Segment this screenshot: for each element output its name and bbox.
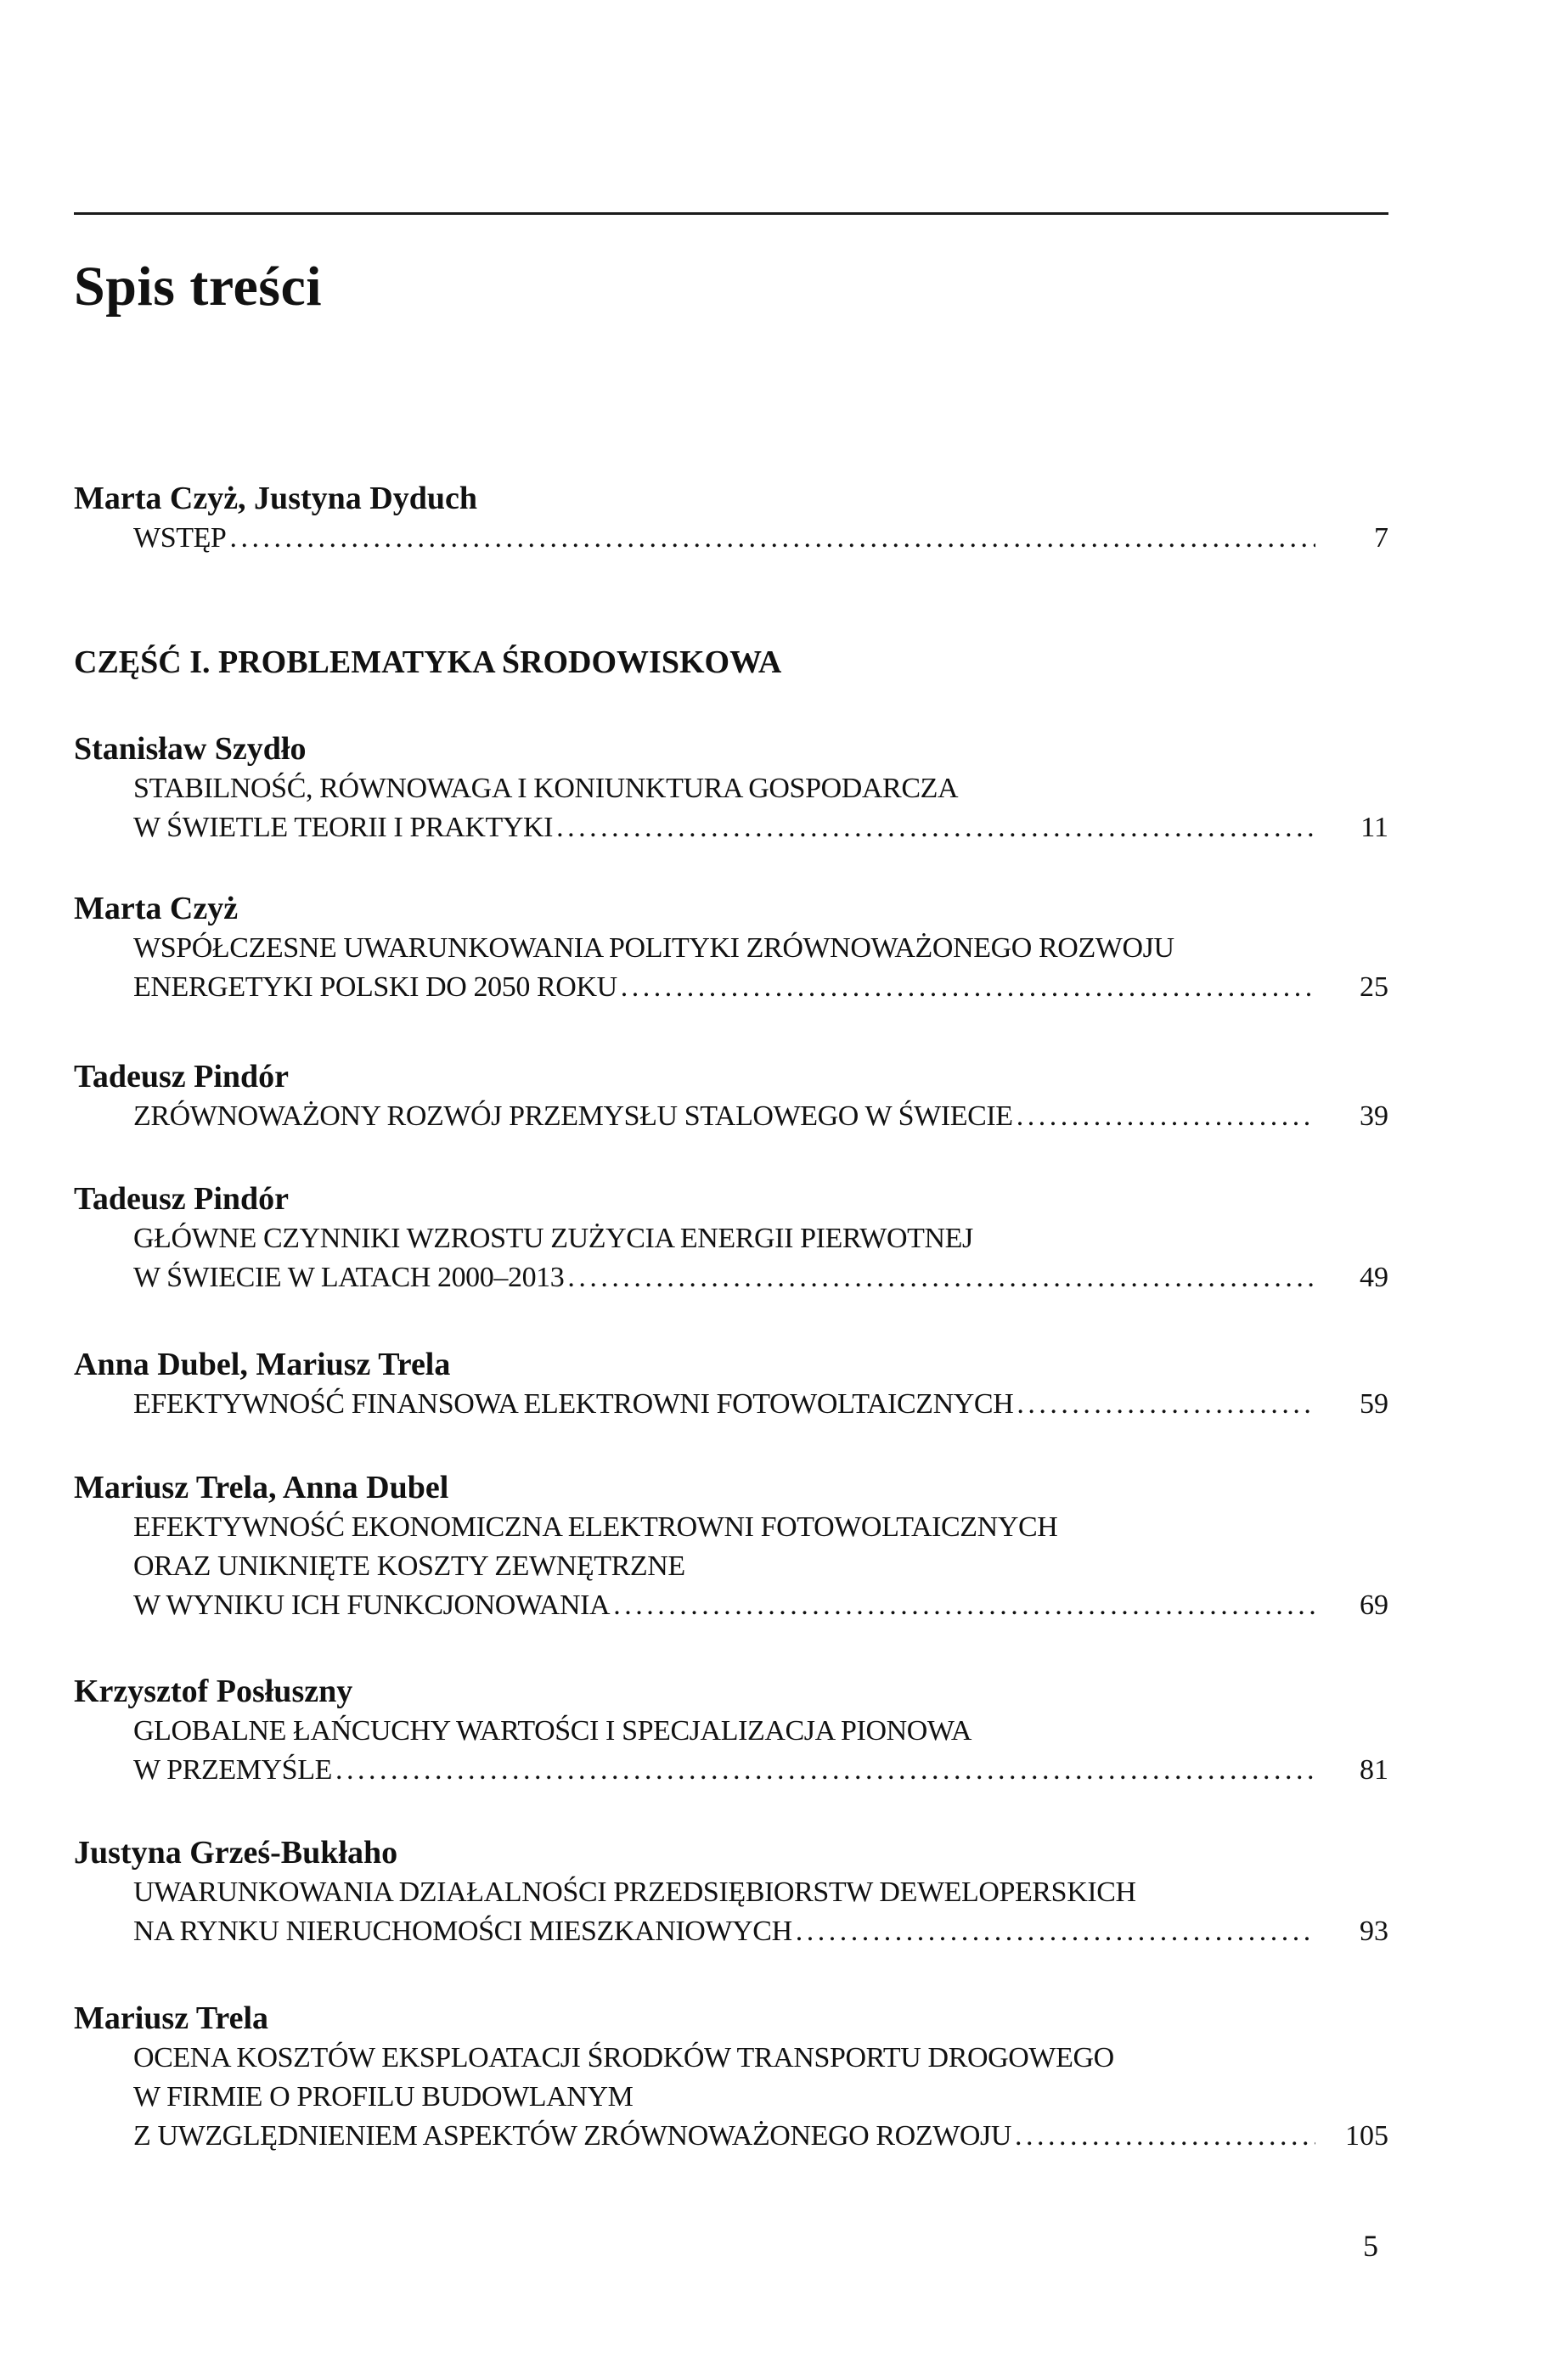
leader-dots: [229, 519, 1315, 558]
toc-entry: [74, 1346, 1388, 1424]
entry-last-line: [133, 1586, 1315, 1625]
entry-last-line: [133, 1097, 1315, 1136]
part-heading: CZĘŚĆ I. PROBLEMATYKA ŚRODOWISKOWA: [74, 644, 782, 680]
entry-page-number: 25: [1360, 971, 1388, 1003]
entry-title-line: GLOBALNE ŁAŃCUCHY WARTOŚCI I SPECJALIZACJA PIONOWA: [133, 1715, 971, 1747]
entry-last-line: [133, 1751, 1315, 1790]
leader-dots: [1017, 1097, 1315, 1136]
entry-author: Marta Czyż, Justyna Dyduch: [74, 481, 477, 516]
entry-title-line: UWARUNKOWANIA DZIAŁALNOŚCI PRZEDSIĘBIORSTW DEWELOPERSKICH: [133, 1876, 1136, 1908]
entry-author: Marta Czyż: [74, 891, 239, 926]
toc-entry: [74, 2000, 1388, 2156]
entry-title: W ŚWIECIE W LATACH 2000–2013: [133, 1262, 565, 1293]
toc-entry: [74, 1180, 1388, 1297]
entry-title: ENERGETYKI POLSKI DO 2050 ROKU: [133, 971, 617, 1003]
entry-title-line: EFEKTYWNOŚĆ EKONOMICZNA ELEKTROWNI FOTOWOLTAICZNYCH: [133, 1511, 1058, 1543]
entry-page-number: 93: [1360, 1916, 1388, 1947]
leader-dots: [621, 968, 1315, 1007]
page-folio: 5: [1363, 2229, 1378, 2263]
entry-author: Tadeusz Pindór: [74, 1059, 290, 1094]
entry-author: Mariusz Trela: [74, 2000, 269, 2036]
entry-page-number: 39: [1360, 1100, 1388, 1132]
entry-title: W WYNIKU ICH FUNKCJONOWANIA: [133, 1589, 611, 1621]
leader-dots: [567, 1258, 1315, 1297]
entry-last-line: [133, 1385, 1315, 1424]
entry-page-number: 7: [1374, 522, 1388, 554]
entry-page-number: 59: [1360, 1388, 1388, 1420]
entry-page-number: 11: [1360, 812, 1388, 843]
leader-dots: [796, 1912, 1315, 1951]
entry-last-line: [133, 808, 1315, 847]
toc-entry: [74, 1058, 1388, 1136]
entry-page-number: 69: [1360, 1589, 1388, 1621]
entry-title: WSTĘP: [133, 522, 227, 554]
toc-entry-intro: [74, 480, 1388, 558]
entry-title: ZRÓWNOWAŻONY ROZWÓJ PRZEMYSŁU STALOWEGO W ŚWIECIE: [133, 1100, 1013, 1132]
entry-page-number: 105: [1345, 2120, 1388, 2152]
toc-entry: [74, 1834, 1388, 1951]
entry-title-line: STABILNOŚĆ, RÓWNOWAGA I KONIUNKTURA GOSPODARCZA: [133, 773, 959, 804]
entry-author: Krzysztof Posłuszny: [74, 1674, 353, 1709]
entry-title: W PRZEMYŚLE: [133, 1754, 332, 1786]
entry-last-line: [133, 519, 1315, 558]
entry-title-line: GŁÓWNE CZYNNIKI WZROSTU ZUŻYCIA ENERGII PIERWOTNEJ: [133, 1223, 973, 1254]
entry-author: Justyna Grześ-Bukłaho: [74, 1835, 398, 1871]
entry-page-number: 49: [1360, 1262, 1388, 1293]
toc-entry: [74, 730, 1388, 847]
entry-title-line: OCENA KOSZTÓW EKSPLOATACJI ŚRODKÓW TRANSPORTU DROGOWEGO: [133, 2042, 1114, 2073]
entry-title-line: WSPÓŁCZESNE UWARUNKOWANIA POLITYKI ZRÓWNOWAŻONEGO ROZWOJU: [133, 932, 1174, 964]
entry-last-line: [133, 1258, 1315, 1297]
entry-author: Stanisław Szydło: [74, 731, 307, 767]
leader-dots: [556, 808, 1315, 847]
entry-author: Tadeusz Pindór: [74, 1181, 290, 1217]
entry-author: Anna Dubel, Mariusz Trela: [74, 1347, 451, 1382]
leader-dots: [1017, 1385, 1315, 1424]
entry-title-line: W FIRMIE O PROFILU BUDOWLANYM: [133, 2081, 634, 2113]
leader-dots: [613, 1586, 1315, 1625]
entry-title: NA RYNKU NIERUCHOMOŚCI MIESZKANIOWYCH: [133, 1916, 792, 1947]
entry-author: Mariusz Trela, Anna Dubel: [74, 1470, 449, 1505]
leader-dots: [1015, 2117, 1315, 2156]
toc-entry: [74, 1469, 1388, 1625]
entry-last-line: [133, 968, 1315, 1007]
toc-entry: [74, 890, 1388, 1007]
entry-title: W ŚWIETLE TEORII I PRAKTYKI: [133, 812, 554, 843]
entry-last-line: [133, 1912, 1315, 1951]
top-rule: [74, 212, 1388, 215]
entry-page-number: 81: [1360, 1754, 1388, 1786]
toc-entry: [74, 1673, 1388, 1790]
entry-last-line: [133, 2117, 1315, 2156]
entry-title-line: ORAZ UNIKNIĘTE KOSZTY ZEWNĘTRZNE: [133, 1550, 685, 1582]
page-title: Spis treści: [74, 256, 323, 318]
leader-dots: [335, 1751, 1315, 1790]
entry-title: EFEKTYWNOŚĆ FINANSOWA ELEKTROWNI FOTOWOLTAICZNYCH: [133, 1388, 1014, 1420]
entry-title: Z UWZGLĘDNIENIEM ASPEKTÓW ZRÓWNOWAŻONEGO ROZWOJU: [133, 2120, 1012, 2152]
